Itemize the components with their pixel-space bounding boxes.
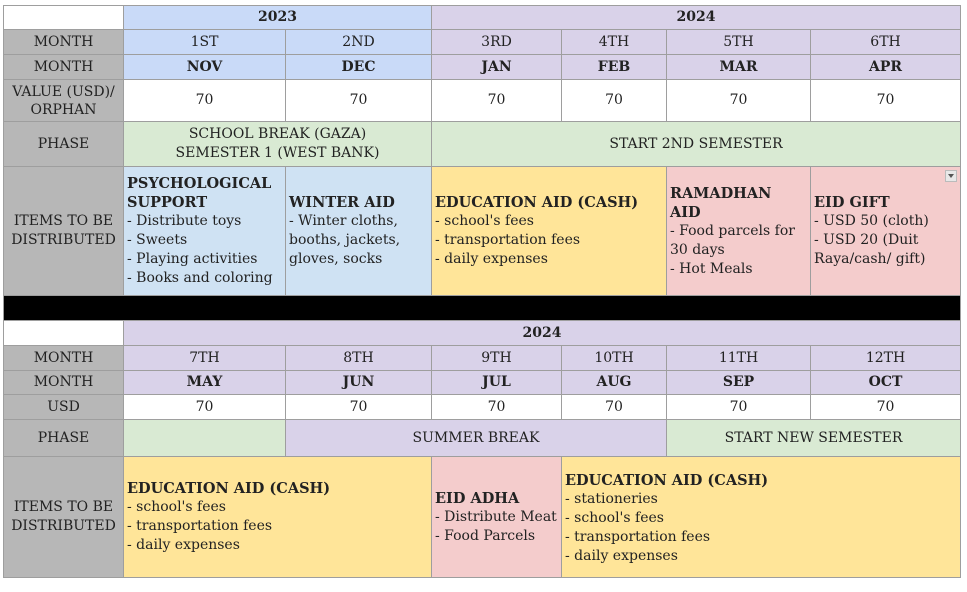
item-line: - stationeries (565, 491, 658, 507)
year-header-row (4, 6, 961, 30)
item-line: - Hot Meals (670, 260, 753, 277)
section-separator-row (4, 296, 961, 321)
ordinal-cell[interactable]: 12TH (811, 346, 961, 371)
item-title: EID ADHA (435, 489, 520, 507)
item-line: - USD 20 (Duit Raya/cash/ gift) (814, 232, 926, 267)
corner-cell (4, 6, 124, 30)
items-education-aid-cell-2[interactable] (562, 457, 961, 578)
section-separator (4, 296, 961, 321)
value-row-label[interactable]: USD (4, 395, 124, 420)
value-cell[interactable]: 70 (562, 80, 667, 122)
item-line: - transportation fees (565, 529, 711, 545)
item-line: - daily expenses (127, 537, 240, 553)
items-row-label[interactable]: ITEMS TO BE DISTRIBUTED (4, 457, 124, 578)
item-title: PSYCHOLOGICAL SUPPORT (127, 175, 272, 211)
month-cell[interactable]: MAY (124, 371, 286, 395)
value-cell[interactable]: 70 (667, 395, 811, 420)
phase-row-label[interactable]: PHASE (4, 420, 124, 457)
ordinal-row (4, 30, 961, 55)
ordinal-cell[interactable]: 5TH (667, 30, 811, 55)
value-cell[interactable]: 70 (432, 80, 562, 122)
value-cell[interactable]: 70 (811, 80, 961, 122)
ordinal-cell[interactable]: 3RD (432, 30, 562, 55)
distribution-schedule-table (3, 5, 961, 578)
item-line: - Food Parcels (435, 527, 536, 544)
month-cell[interactable]: DEC (286, 55, 432, 80)
item-line: - transportation fees (435, 232, 581, 248)
items-row-bottom (4, 457, 961, 578)
value-cell[interactable]: 70 (562, 395, 667, 420)
year-2023-header[interactable]: 2023 (124, 6, 432, 30)
item-line: - Books and coloring (127, 270, 273, 286)
items-education-aid-cell[interactable] (432, 167, 667, 296)
item-title: RAMADHAN AID (670, 184, 772, 221)
month-cell[interactable]: JUN (286, 371, 432, 395)
ordinal-row-bottom (4, 346, 961, 371)
item-line: - school's fees (435, 213, 534, 229)
item-line: - daily expenses (565, 548, 678, 564)
corner-cell (4, 321, 124, 346)
month-name-row-bottom (4, 371, 961, 395)
month-cell[interactable]: SEP (667, 371, 811, 395)
phase-line: SEMESTER 1 (WEST BANK) (175, 145, 380, 161)
phase-row-label[interactable]: PHASE (4, 122, 124, 167)
month-row-label[interactable]: MONTH (4, 30, 124, 55)
items-eid-adha-cell[interactable] (432, 457, 562, 578)
phase-row-bottom (4, 420, 961, 457)
items-row-label[interactable]: ITEMS TO BE DISTRIBUTED (4, 167, 124, 296)
items-row (4, 167, 961, 296)
value-cell[interactable]: 70 (811, 395, 961, 420)
item-line: - Distribute Meat (435, 508, 557, 525)
items-eid-gift-cell[interactable] (811, 167, 961, 296)
item-line: - Playing activities (127, 251, 258, 267)
item-title: EID GIFT (814, 194, 890, 211)
value-cell[interactable]: 70 (124, 80, 286, 122)
ordinal-cell[interactable]: 4TH (562, 30, 667, 55)
item-line: - Winter cloths, booths, jackets, gloves, socks (289, 213, 401, 267)
value-cell[interactable]: 70 (432, 395, 562, 420)
items-education-aid-cell[interactable] (124, 457, 432, 578)
month-cell[interactable]: MAR (667, 55, 811, 80)
item-title: EDUCATION AID (CASH) (127, 480, 331, 497)
month-cell[interactable]: OCT (811, 371, 961, 395)
month-cell[interactable]: AUG (562, 371, 667, 395)
value-cell[interactable]: 70 (124, 395, 286, 420)
value-row-label[interactable]: VALUE (USD)/ ORPHAN (4, 80, 124, 122)
ordinal-cell[interactable]: 6TH (811, 30, 961, 55)
ordinal-cell[interactable]: 8TH (286, 346, 432, 371)
item-line: - Food parcels for 30 days (670, 222, 795, 258)
value-row-bottom (4, 395, 961, 420)
item-line: - Distribute toys (127, 213, 242, 229)
item-line: - Sweets (127, 232, 188, 248)
month-row-label[interactable]: MONTH (4, 55, 124, 80)
month-row-label[interactable]: MONTH (4, 371, 124, 395)
item-title: EDUCATION AID (CASH) (565, 472, 769, 489)
item-title: EDUCATION AID (CASH) (435, 194, 639, 211)
phase-second-semester-cell[interactable]: START 2ND SEMESTER (432, 122, 961, 167)
month-cell[interactable]: JAN (432, 55, 562, 80)
month-cell[interactable]: APR (811, 55, 961, 80)
year-header-row-bottom (4, 321, 961, 346)
value-row (4, 80, 961, 122)
items-ramadhan-aid-cell[interactable] (667, 167, 811, 296)
phase-new-semester-cell[interactable]: START NEW SEMESTER (667, 420, 961, 457)
phase-summer-break-cell[interactable]: SUMMER BREAK (286, 420, 667, 457)
ordinal-cell[interactable]: 10TH (562, 346, 667, 371)
ordinal-cell[interactable]: 2ND (286, 30, 432, 55)
items-psychological-support-cell[interactable] (124, 167, 286, 296)
phase-line: SCHOOL BREAK (GAZA) (188, 126, 367, 142)
item-line: - school's fees (127, 499, 226, 515)
item-line: - USD 50 (cloth) (814, 213, 929, 229)
items-winter-aid-cell[interactable] (286, 167, 432, 296)
ordinal-cell[interactable]: 1ST (124, 30, 286, 55)
month-cell[interactable]: NOV (124, 55, 286, 80)
item-line: - school's fees (565, 510, 664, 526)
year-2024-header-bottom[interactable]: 2024 (124, 321, 961, 346)
year-2024-header[interactable]: 2024 (432, 6, 961, 30)
value-cell[interactable]: 70 (667, 80, 811, 122)
ordinal-cell[interactable]: 11TH (667, 346, 811, 371)
phase-row (4, 122, 961, 167)
item-line: - transportation fees (127, 518, 273, 534)
value-cell[interactable]: 70 (286, 80, 432, 122)
value-cell[interactable]: 70 (286, 395, 432, 420)
phase-empty-cell[interactable] (124, 420, 286, 457)
item-line: - daily expenses (435, 251, 548, 267)
month-cell[interactable]: FEB (562, 55, 667, 80)
month-name-row (4, 55, 961, 80)
phase-school-break-cell[interactable] (124, 122, 432, 167)
item-title: WINTER AID (289, 194, 395, 211)
dropdown-arrow-icon[interactable] (945, 170, 957, 182)
ordinal-cell[interactable]: 9TH (432, 346, 562, 371)
month-row-label[interactable]: MONTH (4, 346, 124, 371)
month-cell[interactable]: JUL (432, 371, 562, 395)
ordinal-cell[interactable]: 7TH (124, 346, 286, 371)
